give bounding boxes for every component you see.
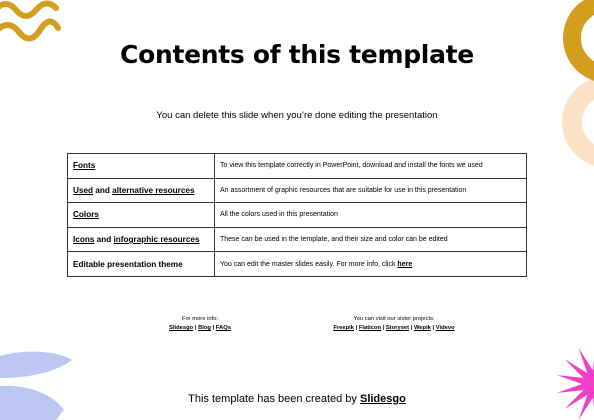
footer-links xyxy=(304,324,484,333)
contents-table xyxy=(67,153,527,277)
footer-more-info xyxy=(140,315,260,333)
storyset-link[interactable]: Storyset xyxy=(385,325,410,331)
link-separator: | xyxy=(430,325,436,331)
table-row xyxy=(68,227,527,252)
footer-heading: For more info: xyxy=(181,316,219,322)
label-connector: and xyxy=(94,235,114,245)
link-separator: | xyxy=(210,325,216,331)
row-description: All the colors used in this presentation xyxy=(215,203,527,228)
link-separator: | xyxy=(353,325,359,331)
label-connector: and xyxy=(93,185,113,195)
link-separator: | xyxy=(381,325,386,331)
faqs-link[interactable]: FAQs xyxy=(215,325,231,331)
credit-slidesgo-link[interactable]: Slidesgo xyxy=(359,393,406,405)
row-label-cell xyxy=(68,178,215,203)
table-row xyxy=(68,203,527,228)
starburst-decoration xyxy=(540,340,594,420)
flaticon-link[interactable]: Flaticon xyxy=(358,325,382,331)
link-separator: | xyxy=(193,325,199,331)
footer-heading: You can visit our sister projects: xyxy=(353,316,435,322)
slidesgo-link[interactable]: Slidesgo xyxy=(169,325,194,331)
footer-sister-projects xyxy=(304,315,484,333)
row-label-cell: Editable presentation theme xyxy=(68,252,215,277)
icons-link[interactable]: Icons xyxy=(73,235,95,245)
wepik-link[interactable]: Wepik xyxy=(413,325,431,331)
row-label-cell xyxy=(68,203,215,228)
credit-text: This template has been created by xyxy=(188,393,360,405)
table-row xyxy=(68,178,527,203)
table-row xyxy=(68,252,527,277)
page-subtitle: You can delete this slide when you’re done editing the presentation xyxy=(156,110,438,121)
row-label-cell xyxy=(68,227,215,252)
here-link[interactable]: here xyxy=(397,260,413,268)
footer-links xyxy=(140,324,260,333)
row-description xyxy=(215,252,527,277)
freepik-link[interactable]: Freepik xyxy=(333,325,354,331)
fonts-link[interactable]: Fonts xyxy=(73,161,96,171)
row-label-cell xyxy=(68,154,215,179)
row-description: An assortment of graphic resources that are suitable for use in this presentation xyxy=(215,178,527,203)
leaf-decoration xyxy=(0,348,75,420)
alternative-resources-link[interactable]: alternative resources xyxy=(112,185,195,195)
blog-link[interactable]: Blog xyxy=(198,325,211,331)
credit-line xyxy=(0,393,594,405)
link-separator: | xyxy=(409,325,414,331)
videvo-link[interactable]: Videvo xyxy=(435,325,455,331)
infographic-resources-link[interactable]: infographic resources xyxy=(113,235,200,245)
page-title: Contents of this template xyxy=(120,40,474,69)
row-description: To view this template correctly in PowerPoint, download and install the fonts we used xyxy=(215,154,527,179)
theme-description-text: You can edit the master slides easily. For more info, click xyxy=(220,260,398,268)
table-row xyxy=(68,154,527,179)
colors-link[interactable]: Colors xyxy=(73,210,99,220)
used-resources-link[interactable]: Used xyxy=(73,185,94,195)
row-description: These can be used in the template, and their size and color can be edited xyxy=(215,227,527,252)
